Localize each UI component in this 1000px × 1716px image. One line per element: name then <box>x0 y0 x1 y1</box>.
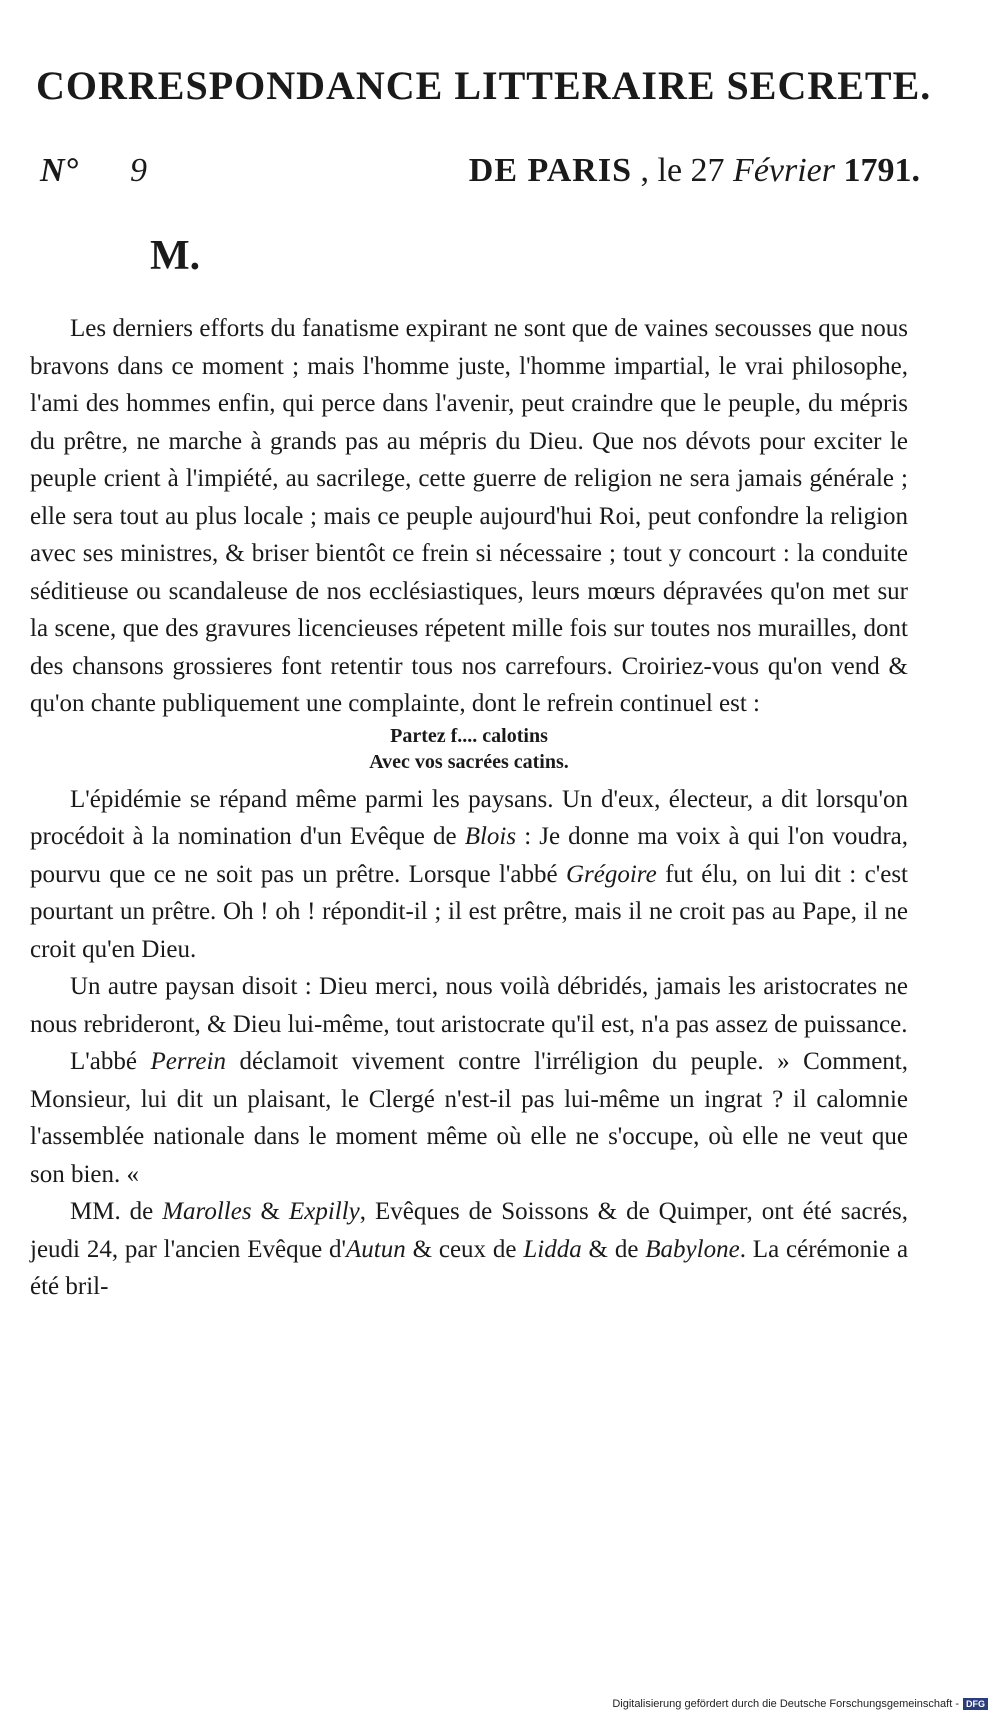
verse-line: Avec vos sacrées catins. <box>369 750 569 773</box>
paragraph-2 <box>30 781 908 969</box>
verse-line: Partez f.... calotins <box>390 724 548 747</box>
place-name: Blois <box>464 823 517 850</box>
person-name: Expilly <box>288 1198 360 1225</box>
text-run: MM. de <box>70 1198 154 1225</box>
footer-text: Digitalisierung gefördert durch die Deutsche Forschungsgemeinschaft - <box>612 1698 959 1710</box>
date-prefix: , le 27 <box>640 152 725 189</box>
text-run: : Je donne ma voix à qui l'on voudra, pourvu que ce ne soit pas un prêtre. Lorsque l'abbé <box>30 823 909 888</box>
place-name: Lidda <box>523 1235 582 1263</box>
dateline <box>40 152 920 196</box>
place-date <box>469 152 920 190</box>
dfg-logo-icon: DFG <box>963 1698 988 1710</box>
refrain-verse <box>30 723 908 775</box>
text-run: , Evêques de Soissons & de Quimper, ont été sacrés, jeudi 24, par l'ancien Evêque d' <box>30 1198 909 1263</box>
salutation: M. <box>150 233 201 279</box>
text-run: & ceux de <box>412 1235 517 1263</box>
paragraph-3: Un autre paysan disoit : Dieu merci, nous voilà débridés, jamais les aristocrates ne nous rebrideront, & Dieu lui-même, tout aristocrate qu'il est, n'a pas assez de puissance. <box>30 973 908 1038</box>
text-run: & <box>260 1198 280 1225</box>
paragraph-1: Les derniers efforts du fanatisme expirant ne sont que de vaines secousses que nous bravons dans ce moment ; mais l'homme juste, l'homme impartial, le vrai philosophe, l'ami des hommes enfin, qui perce dans l'avenir, peut craindre que le peuple, du mépris du prêtre, ne marche à grands pas au mépris du Dieu. Que nos dévots pour exciter le peuple crient à l'impiété, au sacrilege, cette guerre de religion ne sera jamais générale ; elle sera tout au plus locale ; mais ce peuple aujourd'hui Roi, peut confondre la religion avec ses ministres, & briser bientôt ce frein si nécessaire ; tout y concourt : la conduite séditieuse ou scandaleuse de nos ecclésiastiques, leurs mœurs dépravées qu'on met sur la scene, que des gravures licencieuses répetent mille fois sur toutes nos murailles, dont des chansons grossieres font retentir tous nos carrefours. Croiriez-vous qu'on vend & qu'on chante publiquement une complainte, dont le refrein continuel est : <box>30 315 908 717</box>
masthead-title: CORRESPONDANCE LITTERAIRE SECRETE. <box>36 63 932 108</box>
person-name: Grégoire <box>565 860 657 888</box>
body-text <box>30 310 908 1306</box>
place-name: Babylone <box>645 1235 740 1263</box>
place-name: Autun <box>346 1235 406 1263</box>
person-name: Marolles <box>162 1198 252 1225</box>
text-run: déclamoit vivement contre l'irréligion du peuple. » Comment, Monsieur, lui dit un plaisant, le Clergé n'est-il pas lui-même un ingrat ? il calomnie l'assemblée nationale dans le moment même où elle ne s'occupe, où elle ne veut que son bien. « <box>30 1048 908 1188</box>
issue-number: 9 <box>130 152 147 189</box>
paragraph-5 <box>30 1193 908 1306</box>
paragraph-4 <box>30 1043 908 1193</box>
place-prefix: DE PARIS <box>468 152 632 189</box>
text-run: . La cérémonie a été bril- <box>30 1235 909 1300</box>
text-run: & de <box>588 1235 639 1263</box>
person-name: Perrein <box>150 1048 226 1075</box>
issue-label: N° <box>40 152 79 189</box>
text-run: L'abbé <box>70 1048 137 1075</box>
text-run: L'épidémie se répand même parmi les paysans. Un d'eux, électeur, a dit lorsqu'on procédoit à la nomination d'un Evêque de <box>30 785 908 850</box>
digitization-footer <box>612 1698 988 1710</box>
text-run: fut élu, on lui dit : c'est pourtant un prêtre. Oh ! oh ! répondit-il ; il est prêtre, mais il ne croit pas au Pape, il ne croit qu'en Dieu. <box>30 860 908 963</box>
month: Février <box>733 152 835 189</box>
year: 1791. <box>843 152 920 189</box>
